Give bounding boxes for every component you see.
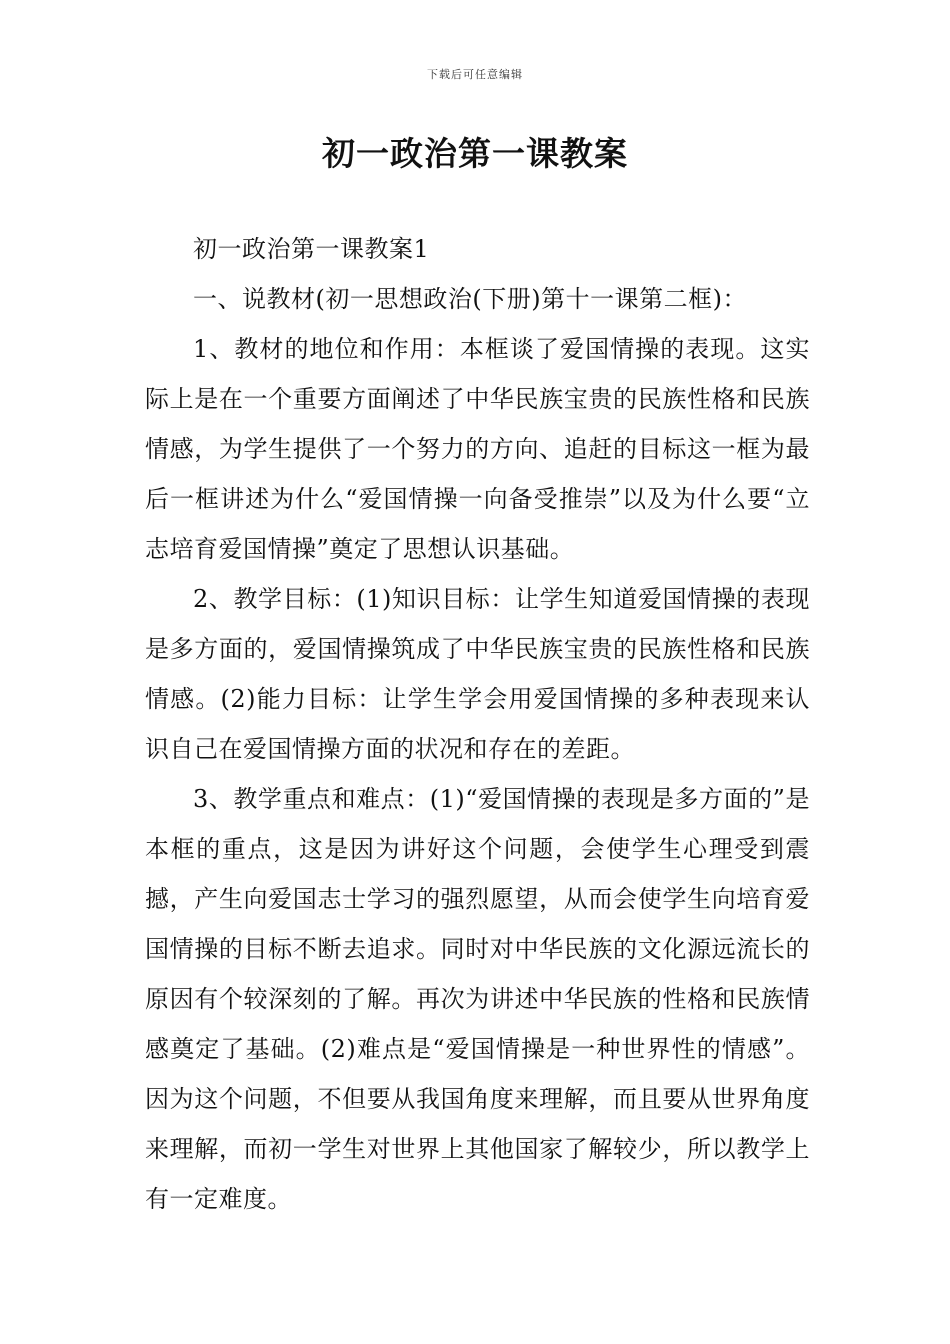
- document-title: 初一政治第一课教案: [322, 134, 628, 173]
- lesson-subtitle: 初一政治第一课教案1: [193, 235, 430, 263]
- paragraph-key-points: 3、教学重点和难点：(1)“爱国情操的表现是多方面的”是本框的重点，这是因为讲好这个问题，会使学生心理受到震撼，产生向爱国志士学习的强烈愿望，从而会使学生向培育爱国情操的目标不断去追求。同时对中华民族的文化源远流长的原因有个较深刻的了解。再次为讲述中华民族的性格和民族情感奠定了基础。(2)难点是“爱国情操是一种世界性的情感”。因为这个问题，不但要从我国角度来理解，而且要从世界角度来理解，而初一学生对世界上其他国家了解较少，所以教学上有一定难度。: [145, 785, 810, 1213]
- section-heading-textbook: 一、说教材(初一思想政治(下册)第十一课第二框)：: [193, 285, 747, 313]
- header-note: 下载后可任意编辑: [427, 68, 523, 81]
- paragraph-teaching-goals: 2、教学目标：(1)知识目标：让学生知道爱国情操的表现是多方面的，爱国情操筑成了中华民族宝贵的民族性格和民族情感。(2)能力目标：让学生学会用爱国情操的多种表现来认识自己在爱国情操方面的状况和存在的差距。: [145, 585, 810, 763]
- document-body: [145, 224, 810, 1224]
- paragraph-textbook-role: 1、教材的地位和作用：本框谈了爱国情操的表现。这实际上是在一个重要方面阐述了中华民族宝贵的民族性格和民族情感，为学生提供了一个努力的方向、追赶的目标这一框为最后一框讲述为什么“爱国情操一向备受推崇”以及为什么要“立志培育爱国情操”奠定了思想认识基础。: [145, 335, 810, 563]
